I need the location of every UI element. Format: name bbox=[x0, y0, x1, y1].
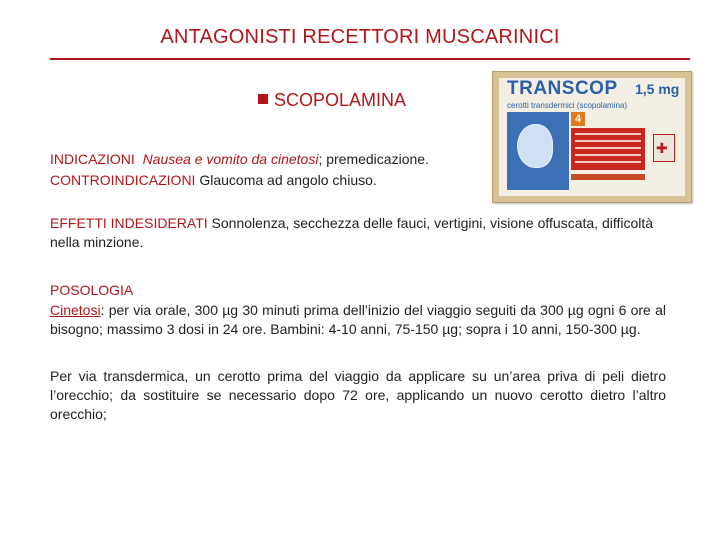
indicazioni-rest: ; premedicazione. bbox=[318, 151, 429, 167]
title-divider bbox=[50, 58, 690, 60]
effetti-text: Sonnolenza, secchezza delle fauci, vertigini, visione offuscata, difficoltà nella minzione. bbox=[50, 215, 654, 250]
controindicazioni-line bbox=[50, 171, 666, 190]
product-brand: TRANSCOP bbox=[507, 78, 618, 99]
cinetosi-paragraph bbox=[50, 301, 666, 339]
indicazioni-line bbox=[50, 150, 666, 169]
square-bullet-icon bbox=[258, 94, 268, 104]
effetti-paragraph bbox=[50, 214, 666, 252]
page-title: ANTAGONISTI RECETTORI MUSCARINICI bbox=[160, 26, 560, 48]
controindicazioni-label: CONTROINDICAZIONI bbox=[50, 172, 196, 188]
product-count: 4 bbox=[571, 112, 585, 126]
section-heading-text: SCOPOLAMINA bbox=[274, 90, 407, 110]
posologia-heading bbox=[50, 281, 666, 300]
product-dose: 1,5 mg bbox=[635, 81, 680, 97]
indicazioni-italic: Nausea e vomito da cinetosi bbox=[142, 151, 319, 167]
product-subtitle: cerotti transdermici (scopolamina) bbox=[507, 101, 628, 110]
transdermica-text: Per via transdermica, un cerotto prima del viaggio da applicare su un’area priva di peli dietro l’orecchio; da sostituire se necessario dopo 72 ore, applicando un nuovo cerotto dietro l’altro orecchio; bbox=[50, 368, 666, 422]
section-heading bbox=[258, 90, 406, 111]
cross-icon: ✚ bbox=[656, 140, 668, 156]
indicazioni-label: INDICAZIONI bbox=[50, 151, 135, 167]
transdermica-paragraph bbox=[50, 367, 666, 424]
effetti-label: EFFETTI INDESIDERATI bbox=[50, 215, 208, 231]
cinetosi-text: : per via orale, 300 µg 30 minuti prima dell’inizio del viaggio seguiti da 300 µg ogni 6 ore al bisogno; massimo 3 dosi in 24 ore. Bambini: 4-10 anni, 75-150 µg; sopra i 10 anni, 150-300 µg. bbox=[50, 302, 666, 337]
cinetosi-label: Cinetosi bbox=[50, 302, 101, 318]
controindicazioni-text: Glaucoma ad angolo chiuso. bbox=[195, 172, 377, 188]
posologia-label: POSOLOGIA bbox=[50, 282, 134, 298]
